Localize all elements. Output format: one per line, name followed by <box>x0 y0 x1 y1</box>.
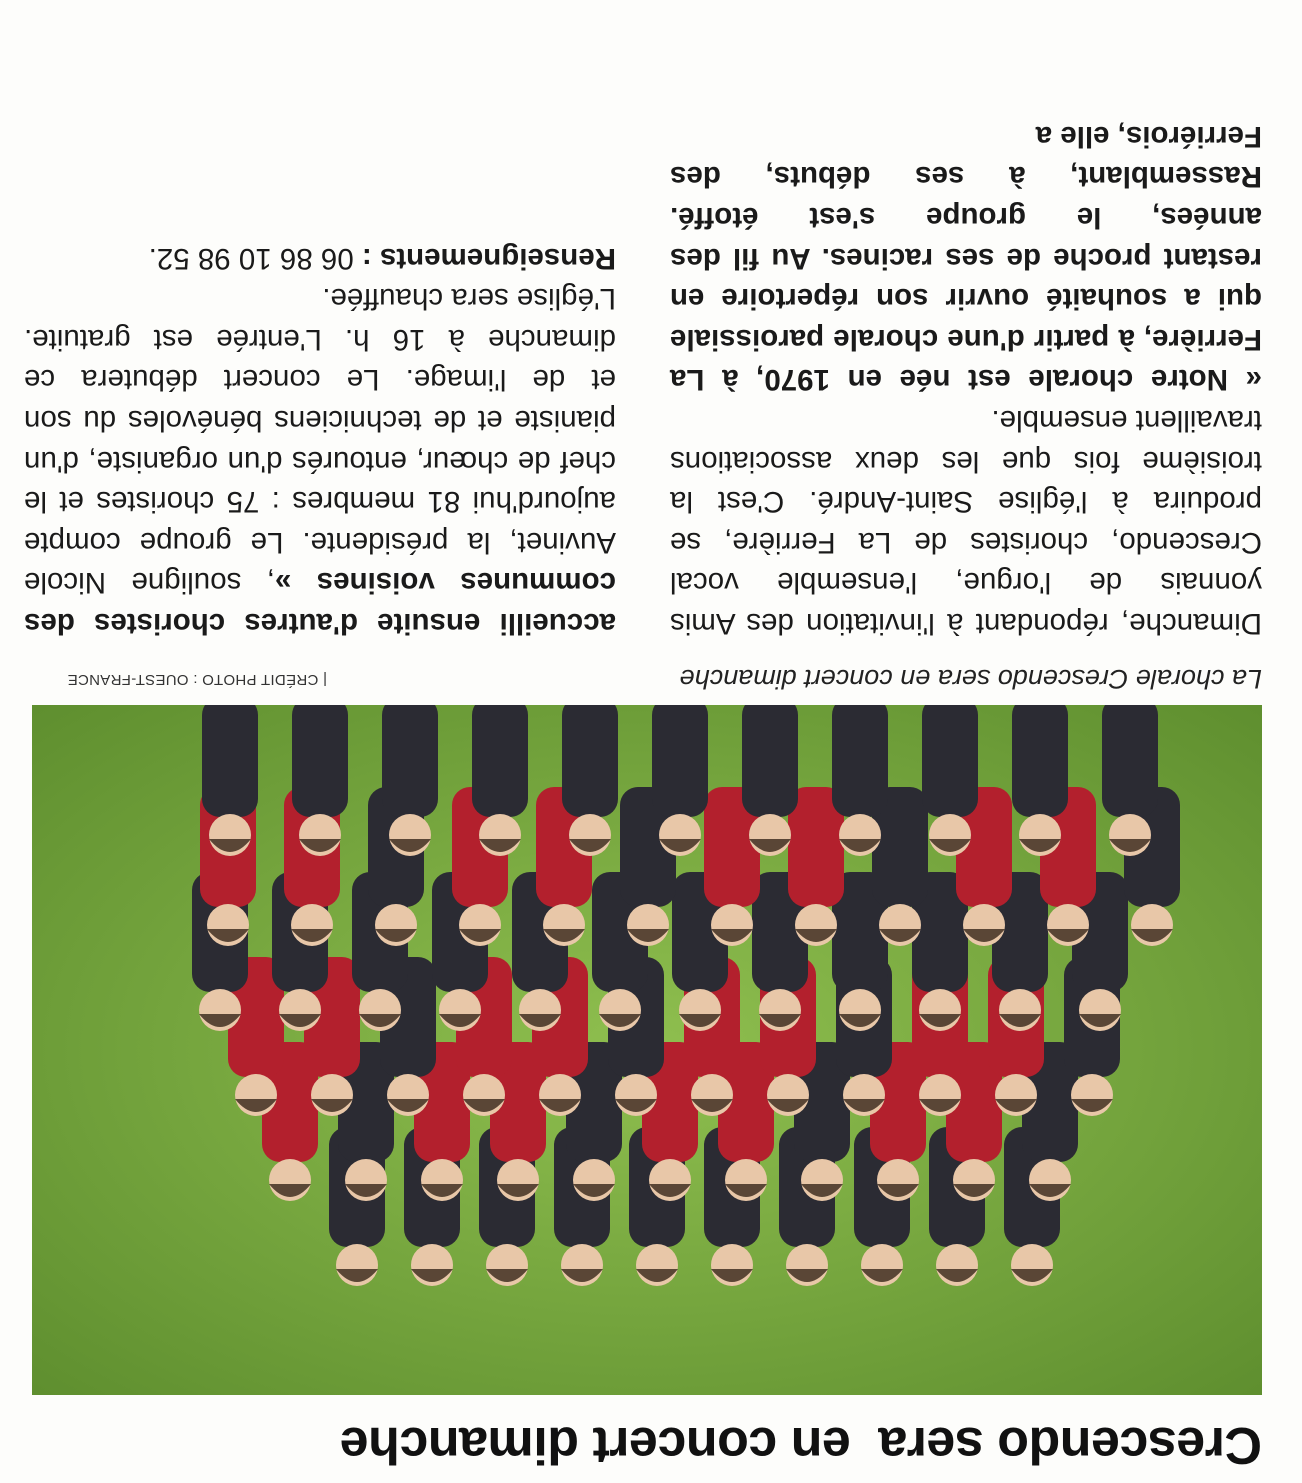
article-paragraph-2 <box>24 278 616 643</box>
article-contact <box>24 237 616 278</box>
contact-phone: 06 86 10 98 52. <box>148 241 362 275</box>
article-quote-end: accueilli ensuite d'autres choristes des communes voisines » <box>24 566 616 640</box>
singer-robe <box>1012 705 1068 817</box>
choir-photo <box>32 705 1262 1395</box>
singer-robe <box>922 705 978 817</box>
article-column-1 <box>670 115 1262 643</box>
article-quote: « Notre chorale est née en 1970, à La Ferrière, à partir d'une chorale paroissiale qui a souhaité ouvrir son répertoire en restant proche de ses racines. Au fil des années, le groupe s'est étoffé. Rassemblant, à ses débuts, des Ferriérois, elle a <box>670 119 1262 397</box>
singer-robe <box>742 705 798 817</box>
singer-robe <box>832 705 888 817</box>
photo-credit: | CRÉDIT PHOTO : OUEST-FRANCE <box>67 671 327 688</box>
article-headline: Crescendo sera en concert dimanche <box>340 1416 1262 1474</box>
singer-robe <box>1102 705 1158 817</box>
singer-robe <box>202 705 258 817</box>
singer-robe <box>292 705 348 817</box>
contact-label: Renseignements : <box>361 241 616 275</box>
singer-robe <box>562 705 618 817</box>
article-body: , souligne Nicole Auvinet, la présidente. Le groupe compte aujourd'hui 81 membres : 75 choristes et le chef de chœur, entourés d'un organiste, d'un pianiste et de techniciens bénévoles du son et de l'image. Le concert débutera ce dimanche à 16 h. L'entrée est gratuite. L'église sera chauffée. <box>24 282 616 600</box>
photo-caption: La chorale Crescendo sera en concert dimanche <box>679 664 1262 694</box>
singer-robe <box>652 705 708 817</box>
article-paragraph-1: Dimanche, répondant à l'invitation des Amis yonnais de l'orgue, l'ensemble vocal Crescendo, choristes de La Ferrière, se produira à l'église Saint-André. C'est la troisième fois que les deux associations travaillent ensemble. <box>670 404 1262 640</box>
article-column-2 <box>24 237 616 643</box>
singer-robe <box>382 705 438 817</box>
choir-photo-illustration <box>32 705 1262 1395</box>
singer-robe <box>472 705 528 817</box>
